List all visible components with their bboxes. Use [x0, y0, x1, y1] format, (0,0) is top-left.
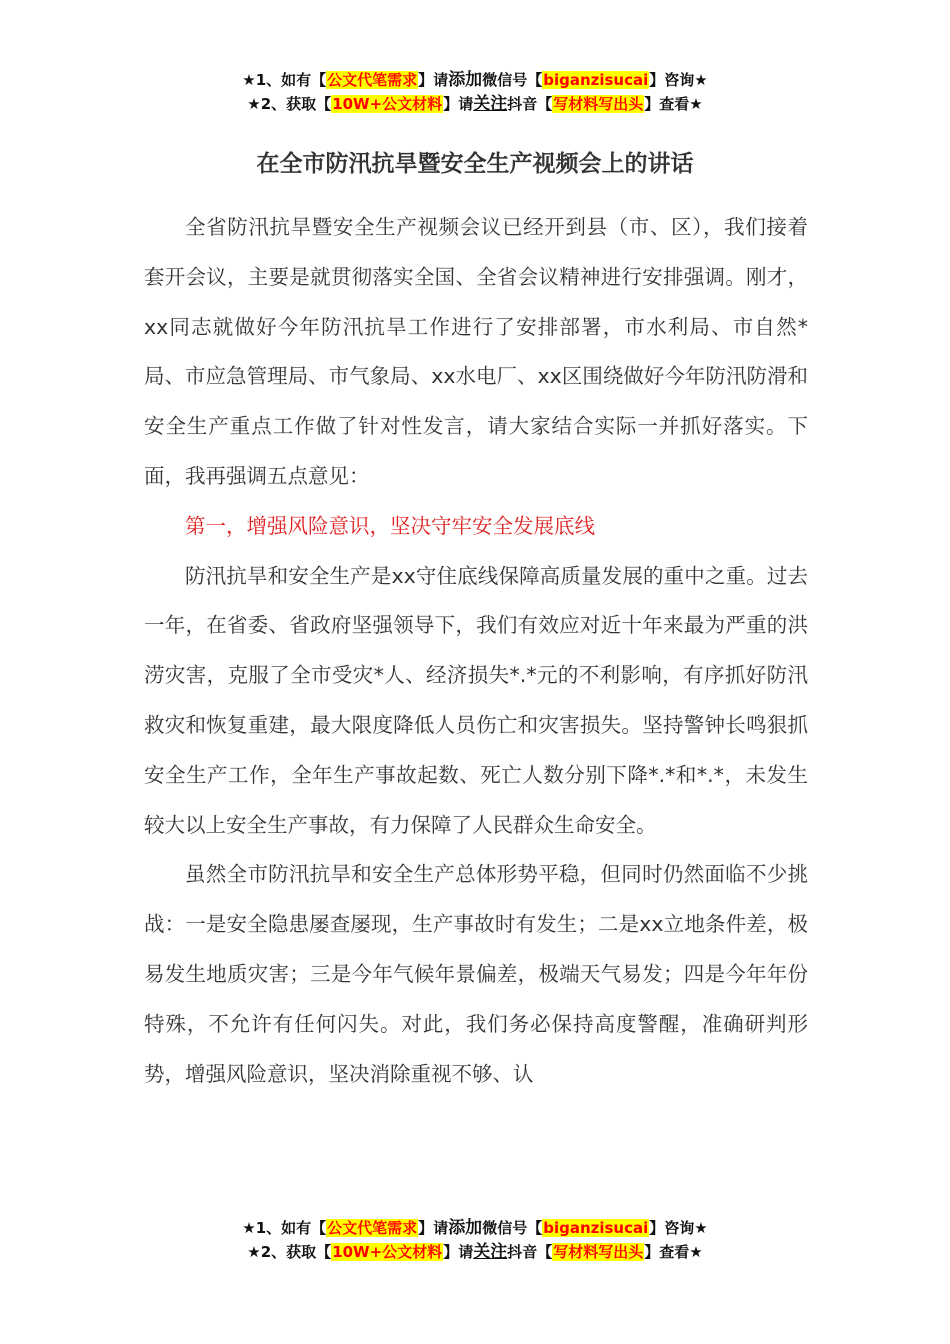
promo-highlight: biganzisucai	[543, 71, 649, 89]
promo-text: 】请	[443, 1243, 474, 1261]
document-title: 在全市防汛抗旱暨安全生产视频会上的讲话	[256, 151, 694, 177]
promo-highlight: 公文代笔需求	[327, 71, 418, 89]
promo-emphasis: 关注	[473, 94, 508, 114]
paragraph: 全省防汛抗旱暨安全生产视频会议已经开到县（市、区），我们接着套开会议，主要是就贯彻落实全国、全省会议精神进行安排强调。刚才，xx同志就做好今年防汛抗旱工作进行了安排部署，市水利局、市自然*局、市应急管理局、市气象局、xx水电厂、xx区围绕做好今年防汛防滑和安全生产重点工作做了针对性发言，请大家结合实际一并抓好落实。下面，我再强调五点意见：	[144, 215, 808, 488]
promo-line-2	[0, 92, 950, 116]
promo-highlight: biganzisucai	[543, 1219, 649, 1237]
promo-emphasis: 添加	[448, 1218, 483, 1238]
promo-line-1	[0, 68, 950, 92]
paragraph: 防汛抗旱和安全生产是xx守住底线保障高质量发展的重中之重。过去一年，在省委、省政府坚强领导下，我们有效应对近十年来最为严重的洪涝灾害，克服了全市受灾*人、经济损失*.*元的不利影响，有序抓好防汛救灾和恢复重建，最大限度降低人员伤亡和灾害损失。坚持警钟长鸣狠抓安全生产工作，全年生产事故起数、死亡人数分别下降*.*和*.*，未发生较大以上安全生产事故，有力保障了人民群众生命安全。	[144, 563, 808, 837]
promo-text: 抖音【	[507, 1243, 553, 1261]
promo-highlight: 写材料写出头	[553, 95, 644, 113]
promo-text: ★1、如有【	[242, 71, 327, 89]
promo-highlight: 公文代笔需求	[327, 1219, 418, 1237]
promo-text: 】查看★	[644, 95, 703, 113]
header-promo-banner	[0, 68, 950, 116]
promo-text: 】查看★	[644, 1243, 703, 1261]
promo-text: 】请	[418, 71, 449, 89]
promo-highlight: 10W+公文材料	[332, 95, 443, 113]
promo-highlight: 写材料写出头	[553, 1243, 644, 1261]
promo-highlight: 10W+公文材料	[332, 1243, 443, 1261]
promo-text: ★1、如有【	[242, 1219, 327, 1237]
promo-line-1	[0, 1216, 950, 1240]
promo-text: 】咨询★	[649, 71, 708, 89]
promo-text: 】请	[443, 95, 474, 113]
document-body	[144, 203, 808, 1099]
promo-emphasis: 关注	[473, 1242, 508, 1262]
promo-text: 微信号【	[482, 1219, 543, 1237]
promo-text: 微信号【	[482, 71, 543, 89]
promo-text: 】请	[418, 1219, 449, 1237]
promo-text: ★2、获取【	[247, 1243, 332, 1261]
paragraph: 虽然全市防汛抗旱和安全生产总体形势平稳，但同时仍然面临不少挑战：一是安全隐患屡查屡现，生产事故时有发生；二是xx立地条件差，极易发生地质灾害；三是今年气候年景偏差，极端天气易发；四是今年年份特殊，不允许有任何闪失。对此，我们务必保持高度警醒，准确研判形势，增强风险意识，坚决消除重视不够、认	[144, 862, 808, 1086]
promo-emphasis: 添加	[448, 70, 483, 90]
promo-line-2	[0, 1240, 950, 1264]
promo-text: 抖音【	[507, 95, 553, 113]
promo-text: 】咨询★	[649, 1219, 708, 1237]
footer-promo-banner	[0, 1216, 950, 1264]
promo-text: ★2、获取【	[247, 95, 332, 113]
section-heading: 第一，增强风险意识，坚决守牢安全发展底线	[185, 513, 595, 538]
